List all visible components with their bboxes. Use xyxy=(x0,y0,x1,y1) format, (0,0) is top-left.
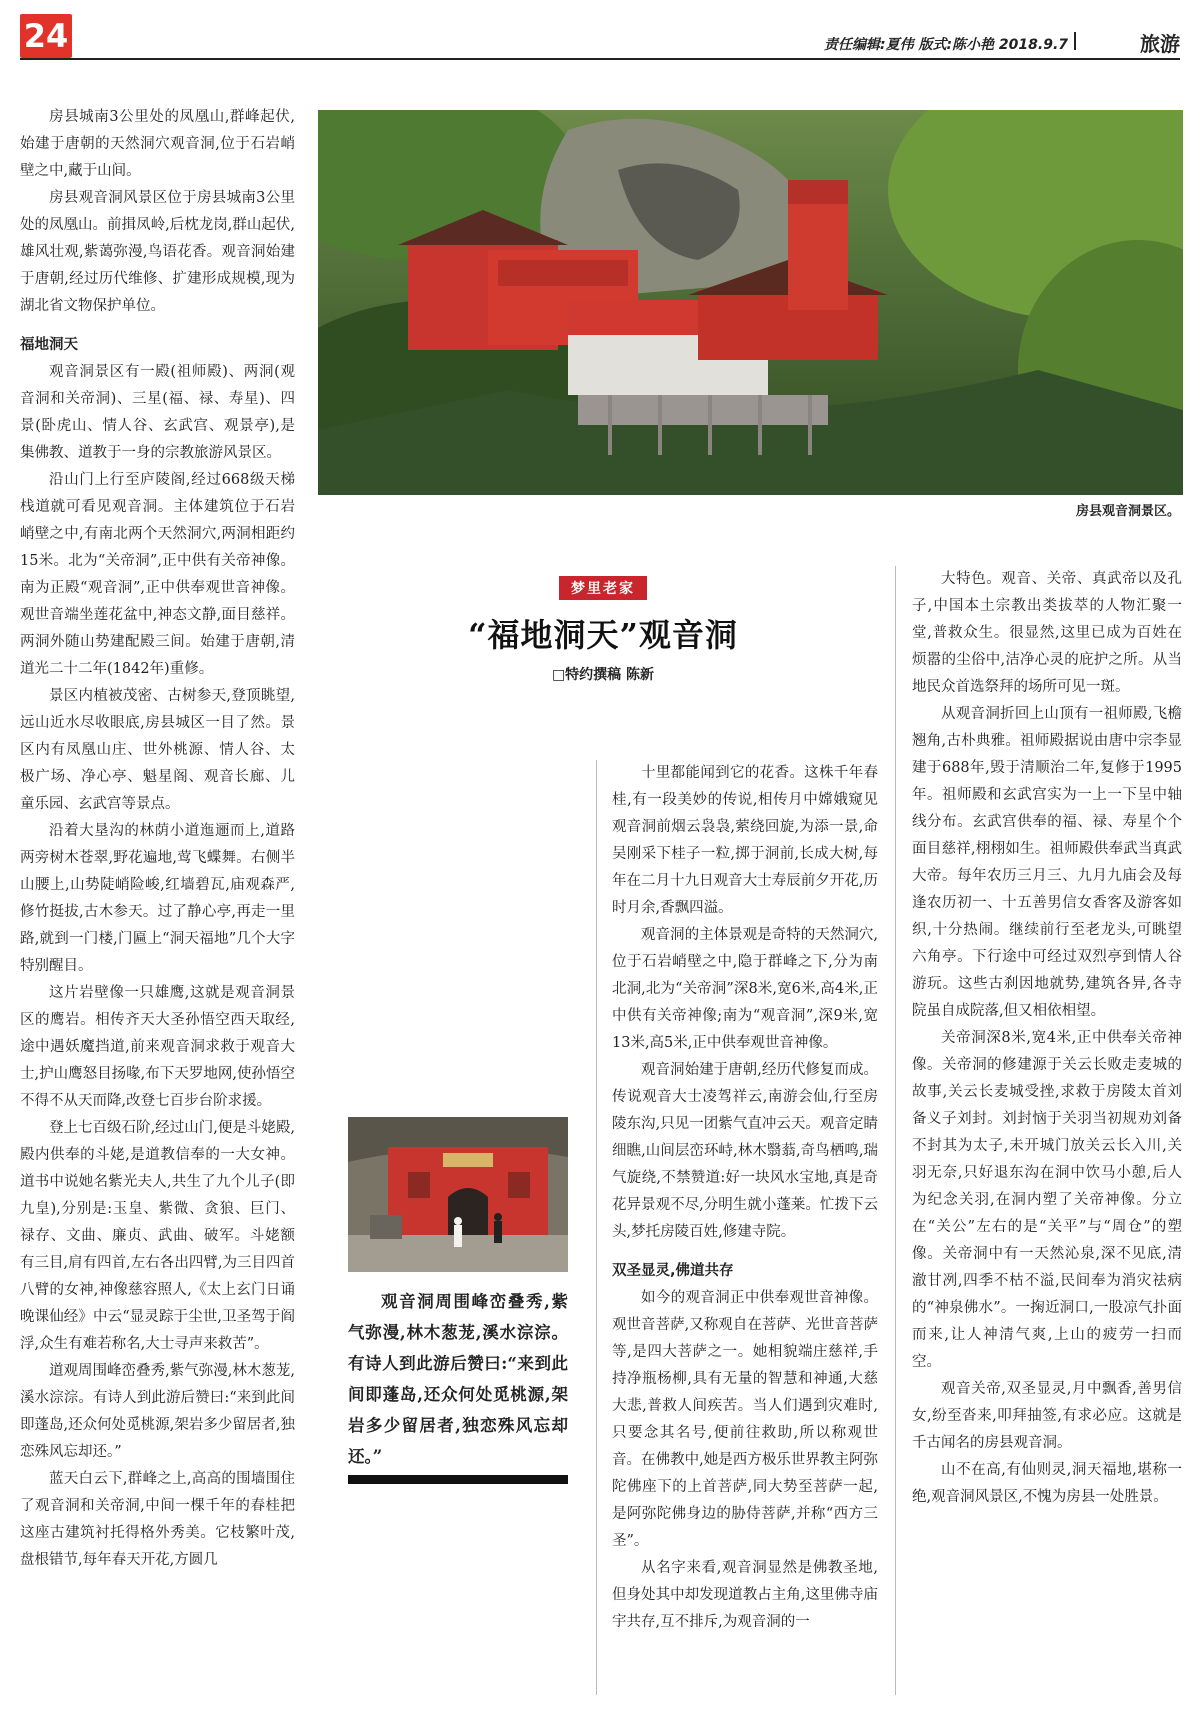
paragraph: 景区内植被茂密、古树参天,登顶眺望,远山近水尽收眼底,房县城区一目了然。景区内有凤凰山庄、世外桃源、情人谷、太极广场、净心亭、魁星阁、观音长廊、儿童乐园、玄武宫等景点。 xyxy=(20,688,295,812)
header-rule xyxy=(20,58,1180,60)
paragraph: 观音关帝,双圣显灵,月中飘香,善男信女,纷至沓来,叩拜抽签,有求必应。这就是千古闻名的房县观音洞。 xyxy=(912,1381,1182,1451)
paragraph: 房县观音洞风景区位于房县城南3公里处的凤凰山。前揖凤岭,后枕龙岗,群山起伏,雄风壮观,紫蔼弥漫,鸟语花香。观音洞始建于唐朝,经过历代维修、扩建形成规模,现为湖北省文物保护单位。 xyxy=(20,190,295,314)
paragraph: 山不在高,有仙则灵,洞天福地,堪称一绝,观音洞风景区,不愧为房县一处胜景。 xyxy=(912,1462,1182,1505)
temple-courtyard-illustration xyxy=(348,1117,568,1272)
paragraph: 沿山门上行至庐陵阁,经过668级天梯栈道就可看见观音洞。主体建筑位于石岩峭壁之中,有南北两个天然洞穴,两洞相距约15米。北为“关帝洞”,正中供有关帝神像。南为正殿“观音洞”,正中供奉观世音神像。观世音端坐莲花盆中,神态文静,面目慈祥。两洞外随山势建配殿三间。始建于唐朝,清道光二十二年(1842年)重修。 xyxy=(20,472,295,677)
main-photo xyxy=(318,110,1183,495)
paragraph: 大特色。观音、关帝、真武帝以及孔子,中国本土宗教出类拔萃的人物汇聚一堂,普救众生。很显然,这里已成为百姓在烦嚣的尘俗中,洁净心灵的庇护之所。从当地民众首选祭拜的场所可见一斑。 xyxy=(912,571,1182,695)
column-tag: 梦里老家 xyxy=(559,576,647,600)
section-name: 旅游 xyxy=(1140,32,1180,56)
paragraph: 沿着大垦沟的林荫小道迤逦而上,道路两旁树木苍翠,野花遍地,莺飞蝶舞。右侧半山腰上,山势陡峭险峻,红墙碧瓦,庙观森严,修竹挺拔,古木参天。过了静心亭,再走一里路,就到一门楼,门匾上“洞天福地”几个大字特别醒目。 xyxy=(20,823,295,974)
paragraph: 如今的观音洞正中供奉观世音神像。观世音菩萨,又称观自在菩萨、光世音菩萨等,是四大菩萨之一。她相貌端庄慈祥,手持净瓶杨柳,具有无量的智慧和神通,大慈大悲,普救人间疾苦。当人们遇到灾难时,只要念其名号,便前往救助,所以称观世音。在佛教中,她是西方极乐世界教主阿弥陀佛座下的上首菩萨,同大势至菩萨一起,是阿弥陀佛身边的胁侍菩萨,并称“西方三圣”。 xyxy=(612,1290,878,1549)
pull-quote xyxy=(348,1286,568,1472)
temple-cliff-illustration xyxy=(318,110,1183,495)
paragraph: 登上七百级石阶,经过山门,便是斗姥殿,殿内供奉的斗姥,是道教信奉的一大女神。道书中说她名紫光夫人,共生了九个儿子(即九皇),分别是:玉皇、紫微、贪狼、巨门、禄存、文曲、廉贞、武曲、破军。斗姥额有三目,肩有四首,左右各出四臂,为三目四首八臂的女神,神像慈容照人,《太上玄门日诵晚课仙经》中云“显灵踪于尘世,卫圣驾于阎浮,众生有难若称名,大士寻声来救苦”。 xyxy=(20,1120,295,1352)
subheading: 福地洞天 xyxy=(20,337,78,353)
paragraph: 蓝天白云下,群峰之上,高高的围墙围住了观音洞和关帝洞,中间一棵千年的春桂把这座古建筑衬托得格外秀美。它枝繁叶茂,盘根错节,每年春天开花,方圆几 xyxy=(20,1471,295,1568)
photo-caption: 房县观音洞景区。 xyxy=(1075,504,1180,519)
column-3 xyxy=(612,760,878,1636)
paragraph: 关帝洞深8米,宽4米,正中供奉关帝神像。关帝洞的修建源于关云长败走麦城的故事,关云长麦城受挫,求救于房陵太首刘备义子刘封。刘封恼于关羽当初规劝刘备不封其为太子,未开城门放关云长入川,关羽无奈,只好退东沟在洞中饮马小憩,后人为纪念关羽,在洞内塑了关帝神像。分立在“关公”左右的是“关平”与“周仓”的塑像。关帝洞中有一天然沁泉,深不见底,清澈甘冽,四季不枯不溢,民间奉为消灾祛病的“神泉佛水”。一掬近洞口,一股凉气扑面而来,让人神清气爽,上山的疲劳一扫而空。 xyxy=(912,1030,1182,1370)
subheading: 双圣显灵,佛道共存 xyxy=(612,1263,734,1279)
paragraph: 道观周围峰峦叠秀,紫气弥漫,林木葱茏,溪水淙淙。有诗人到此游后赞曰:“来到此间即蓬岛,还众何处觅桃源,架岩多少留居者,独恋殊风忘却还。” xyxy=(20,1363,295,1460)
column-1 xyxy=(20,104,295,1574)
header-separator xyxy=(1074,32,1076,50)
paragraph: 观音洞始建于唐朝,经历代修复而成。传说观音大士凌驾祥云,南游会仙,行至房陵东沟,只见一团紫气直冲云天。观音定睛细瞧,山间层峦环峙,林木翳蓊,奇鸟栖鸣,瑞气旋绕,不禁赞道:好一块风水宝地,真是奇花异景观不尽,分明生就小蓬莱。忙拨下云头,梦托房陵百姓,修建寺院。 xyxy=(612,1062,878,1240)
column-divider xyxy=(596,760,597,1695)
paragraph: 观音洞的主体景观是奇特的天然洞穴,位于石岩峭壁之中,隐于群峰之下,分为南北洞,北为“关帝洞”深8米,宽6米,高4米,正中供有关帝神像;南为“观音洞”,深9米,宽13米,高5米,正中供奉观世音神像。 xyxy=(612,927,878,1051)
pull-quote-bar xyxy=(348,1475,568,1484)
paragraph: 十里都能闻到它的花香。这株千年春桂,有一段美妙的传说,相传月中嫦娥窥见观音洞前烟云袅袅,萦绕回旋,为添一景,命吴刚采下桂子一粒,掷于洞前,长成大树,每年在二月十九日观音大士寿辰前夕开花,历时月余,香飘四溢。 xyxy=(612,765,878,916)
paragraph: 从观音洞折回上山顶有一祖师殿,飞檐翘角,古朴典雅。祖师殿据说由唐中宗李显建于688年,毁于清顺治二年,复修于1995年。祖师殿和玄武宫实为一上一下呈中轴线分布。玄武宫供奉的福、禄、寿星个个面目慈祥,栩栩如生。祖师殿供奉武当真武大帝。每年农历三月三、九月九庙会及每逢农历初一、十五善男信女香客及游客如织,十分热闹。继续前行至老龙头,可眺望六角亭。下行途中可经过双烈亭到情人谷游玩。这些古刹因地就势,建筑各异,各寺院虽自成院落,但又相依相望。 xyxy=(912,706,1182,1019)
paragraph: 这片岩壁像一只雄鹰,这就是观音洞景区的鹰岩。相传齐天大圣孙悟空西天取经,途中遇妖魔挡道,前来观音洞求救于观音大士,护山鹰怒目扬喙,布下天罗地网,使孙悟空不得不从天而降,改登七百步台阶求援。 xyxy=(20,985,295,1109)
pull-quote-text: 观音洞周围峰峦叠秀,紫气弥漫,林木葱茏,溪水淙淙。有诗人到此游后赞曰:“来到此间即蓬岛,还众何处觅桃源,架岩多少留居者,独恋殊风忘却还。” xyxy=(348,1292,568,1466)
paragraph: 从名字来看,观音洞显然是佛教圣地,但身处其中却发现道教占主角,这里佛寺庙宇共存,互不排斥,为观音洞的一 xyxy=(612,1560,878,1630)
byline: □特约撰稿 陈新 xyxy=(551,667,655,683)
article-title: “福地洞天”观音洞 xyxy=(468,616,738,654)
paragraph: 观音洞景区有一殿(祖师殿)、两洞(观音洞和关帝洞)、三星(福、禄、寿星)、四景(卧虎山、情人谷、玄武宫、观景亭),是集佛教、道教于一身的宗教旅游风景区。 xyxy=(20,364,295,461)
page-number: 24 xyxy=(20,14,72,58)
column-divider xyxy=(895,566,896,1695)
editor-line: 责任编辑:夏伟 版式:陈小艳 2018.9.7 xyxy=(823,37,1068,53)
article-title-block xyxy=(318,576,888,684)
column-4 xyxy=(912,566,1182,1511)
tai-chi-photo xyxy=(348,1117,568,1272)
paragraph: 房县城南3公里处的凤凰山,群峰起伏,始建于唐朝的天然洞穴观音洞,位于石岩峭壁之中,藏于山间。 xyxy=(20,109,295,179)
